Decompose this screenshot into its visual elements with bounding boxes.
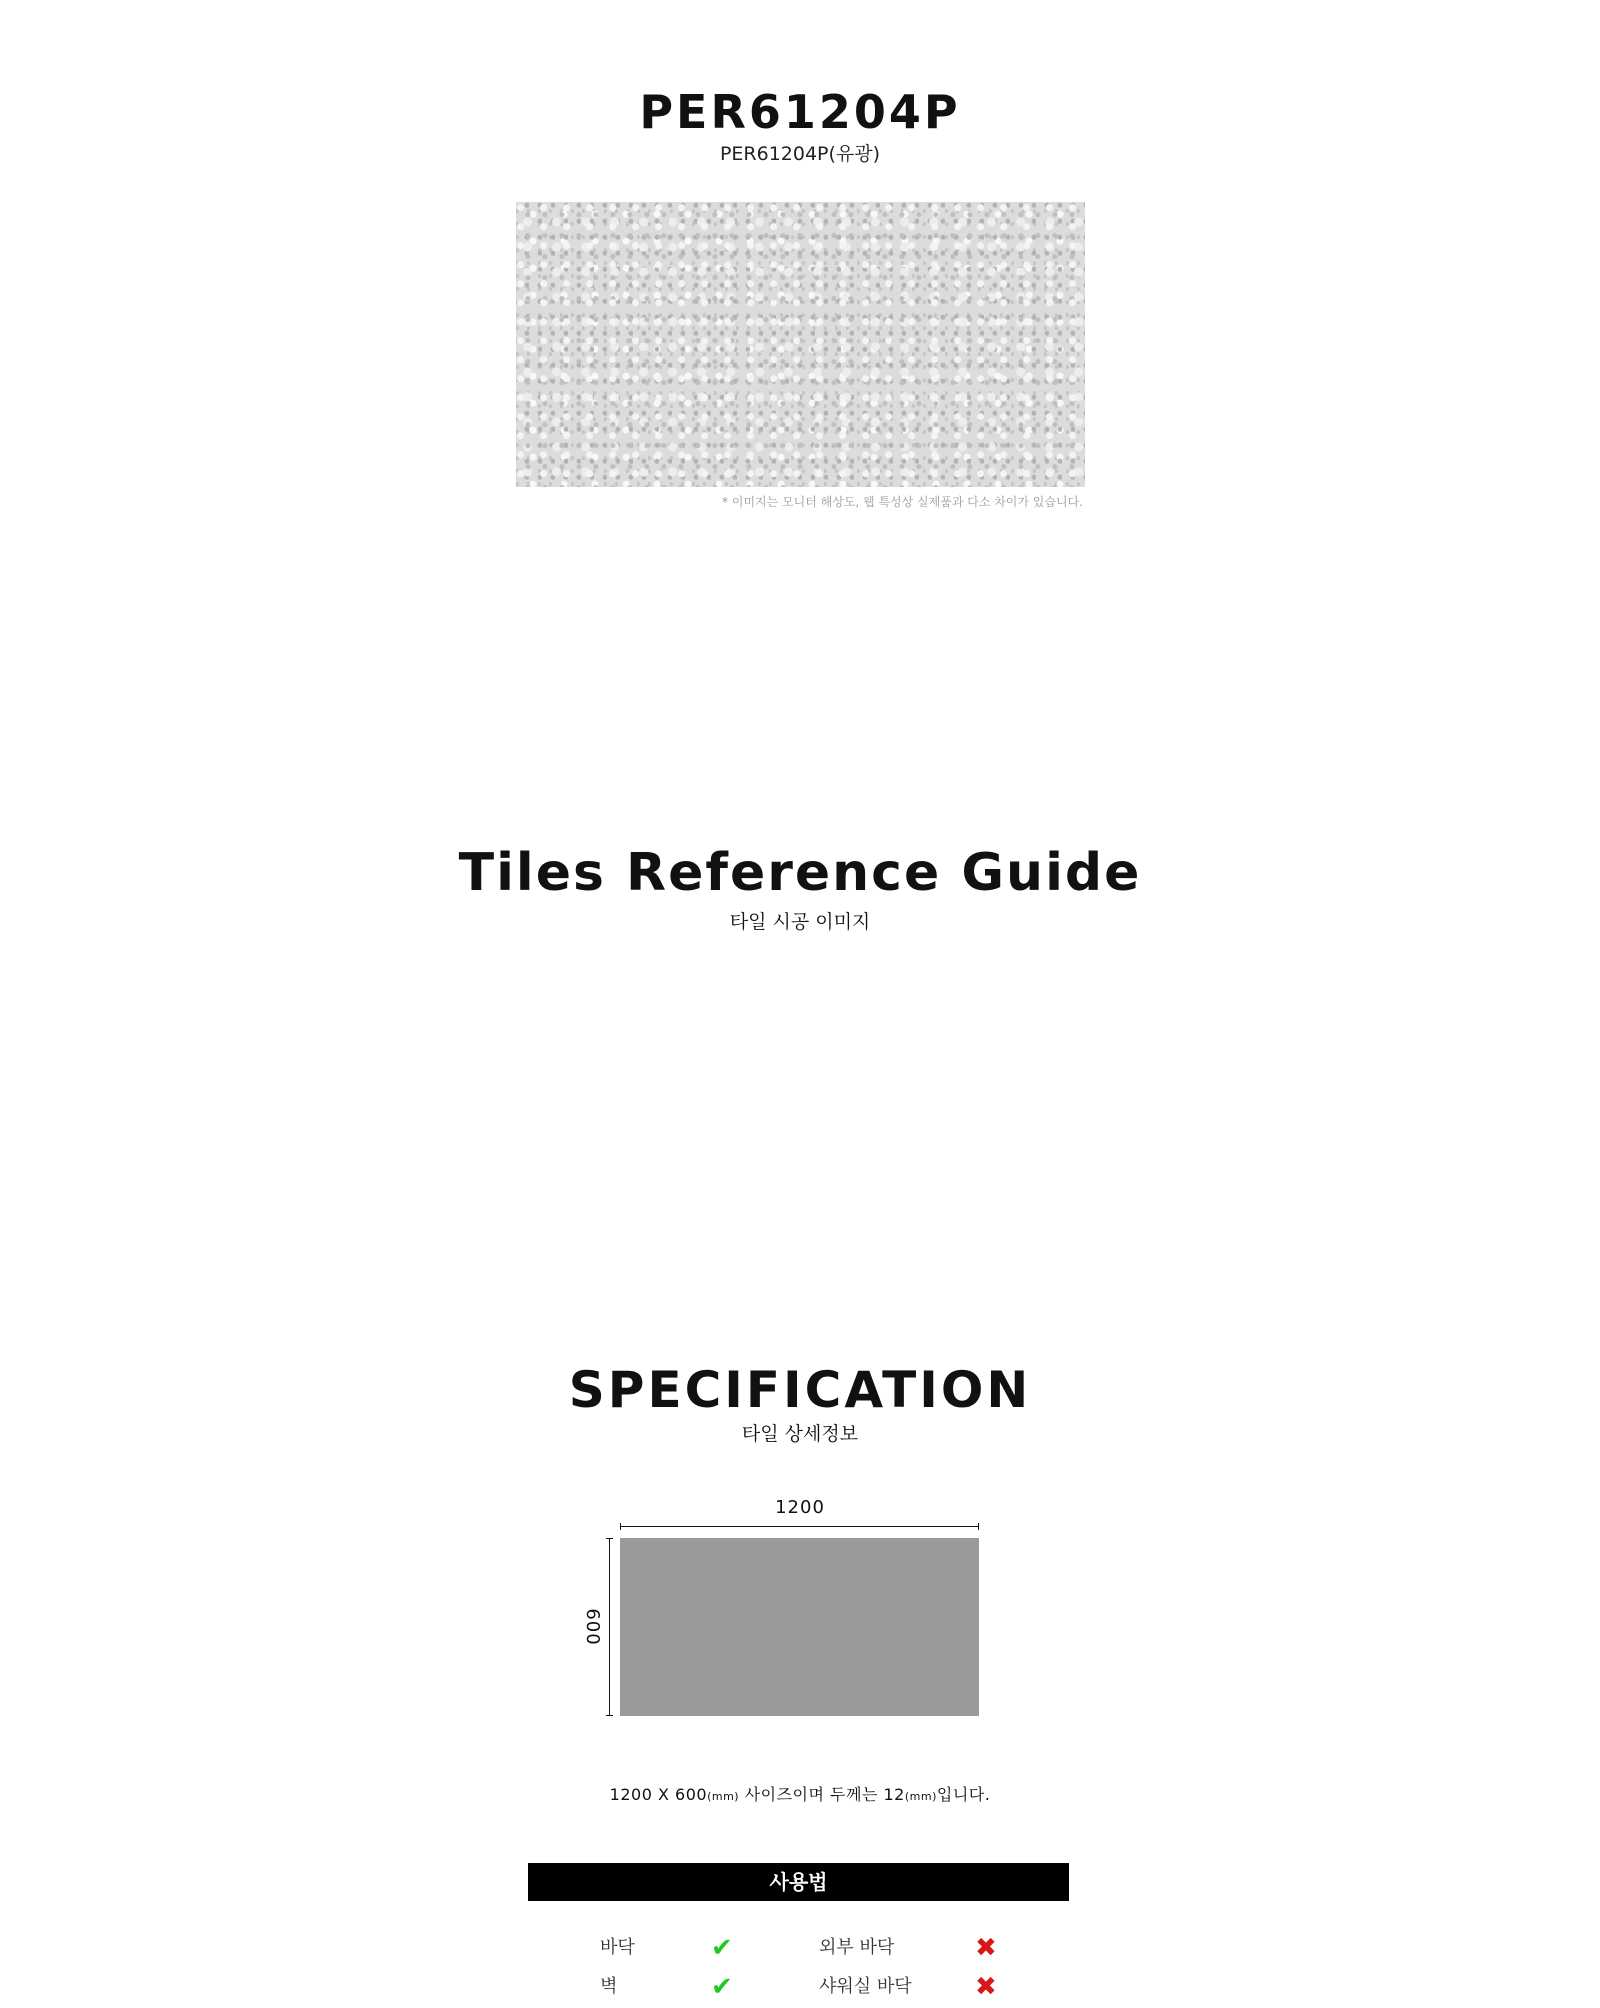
- thickness-unit: (mm): [904, 1790, 937, 1803]
- dimension-height-cap-bottom: [606, 1715, 613, 1716]
- usage-item-label: 외부 바닥: [819, 1937, 895, 1958]
- size-dims: 1200 X 600: [609, 1785, 708, 1804]
- spec-title: SPECIFICATION: [568, 1361, 1032, 1419]
- size-description: [0, 1784, 1600, 1808]
- image-disclaimer: * 이미지는 모니터 해상도, 웹 특성상 실제품과 다소 차이가 있습니다.: [722, 495, 1083, 509]
- usage-header: 사용법: [528, 1863, 1069, 1901]
- usage-item-label: 샤워실 바닥: [819, 1976, 912, 1997]
- size-middle: 사이즈이며 두께는 12: [739, 1785, 905, 1804]
- tile-product-image: [516, 202, 1085, 487]
- dimension-width-cap-right: [978, 1523, 979, 1530]
- size-unit: (mm): [707, 1790, 740, 1803]
- spec-subtitle: 타일 상세정보: [741, 1423, 859, 1445]
- dimension-width-label: 1200: [775, 1497, 825, 1518]
- check-icon: ✔: [711, 1933, 733, 1963]
- guide-title: Tiles Reference Guide: [458, 843, 1142, 903]
- dimension-height-cap-top: [606, 1538, 613, 1539]
- dimension-width-line: [620, 1526, 979, 1527]
- product-subtitle: PER61204P(유광): [719, 143, 881, 165]
- product-title: PER61204P: [639, 85, 961, 139]
- guide-subtitle: 타일 시공 이미지: [729, 911, 871, 933]
- usage-item-label: 바닥: [600, 1937, 635, 1958]
- dimension-height-label: 600: [582, 1608, 603, 1646]
- cross-icon: ✖: [975, 1933, 997, 1963]
- dimension-width-cap-left: [620, 1523, 621, 1530]
- usage-item-label: 벽: [600, 1976, 618, 1997]
- dimension-height-line: [609, 1538, 610, 1716]
- size-end: 입니다.: [936, 1785, 991, 1804]
- check-icon: ✔: [711, 1972, 733, 2002]
- cross-icon: ✖: [975, 1972, 997, 2002]
- tile-size-diagram: [620, 1538, 979, 1716]
